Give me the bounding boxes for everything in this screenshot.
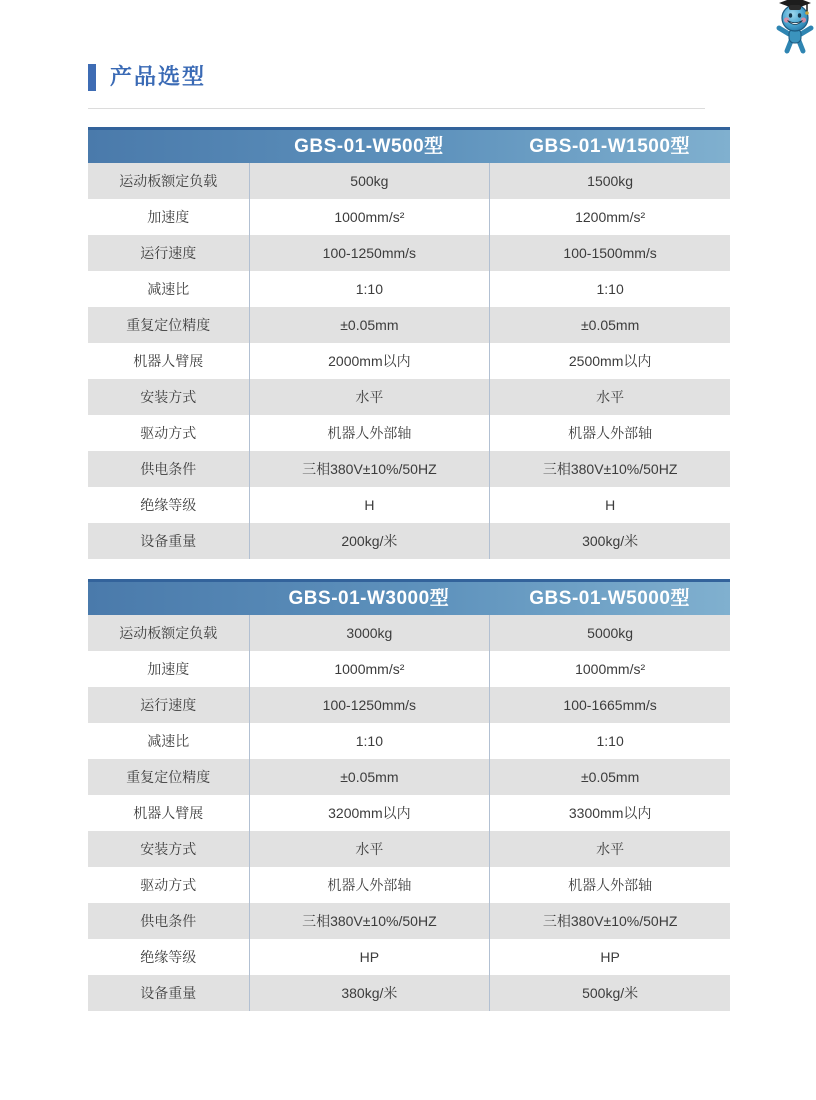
spec-table-w3000-w5000 xyxy=(88,579,730,1011)
table-header-row xyxy=(88,579,730,615)
row-label: 安装方式 xyxy=(140,841,197,857)
row-label: 减速比 xyxy=(147,733,190,749)
table-row xyxy=(88,307,730,343)
column-header: GBS-01-W1500型 xyxy=(529,136,690,157)
cell-value: H xyxy=(249,487,490,523)
cell-value: 水平 xyxy=(489,831,730,867)
cell-value: 水平 xyxy=(489,379,730,415)
table-row xyxy=(88,451,730,487)
table-row xyxy=(88,379,730,415)
row-label: 设备重量 xyxy=(140,533,197,549)
cell-value: 三相380V±10%/50HZ xyxy=(249,903,490,939)
row-label: 加速度 xyxy=(147,209,190,225)
table-row xyxy=(88,271,730,307)
page-header xyxy=(0,0,816,109)
cell-value: ±0.05mm xyxy=(489,759,730,795)
cell-value: 1:10 xyxy=(489,723,730,759)
table-row xyxy=(88,723,730,759)
row-label: 供电条件 xyxy=(140,461,197,477)
cell-value: 1000mm/s² xyxy=(489,651,730,687)
cell-value: 200kg/米 xyxy=(249,523,490,559)
table-row xyxy=(88,759,730,795)
row-label: 运行速度 xyxy=(140,697,197,713)
table-row xyxy=(88,163,730,199)
table-row xyxy=(88,975,730,1011)
table-row xyxy=(88,615,730,651)
cell-value: 机器人外部轴 xyxy=(249,867,490,903)
cell-value: 机器人外部轴 xyxy=(489,867,730,903)
cell-value: HP xyxy=(249,939,490,975)
row-label: 加速度 xyxy=(147,661,190,677)
cell-value: 水平 xyxy=(249,379,490,415)
cell-value: 1200mm/s² xyxy=(489,199,730,235)
cell-value: 3200mm以内 xyxy=(249,795,490,831)
cell-value: ±0.05mm xyxy=(249,759,490,795)
cell-value: 3300mm以内 xyxy=(489,795,730,831)
title-divider xyxy=(88,108,705,109)
row-label: 机器人臂展 xyxy=(133,805,204,821)
row-label: 驱动方式 xyxy=(140,877,197,893)
table-row xyxy=(88,343,730,379)
row-label: 减速比 xyxy=(147,281,190,297)
cell-value: 1:10 xyxy=(249,723,490,759)
cell-value: 2500mm以内 xyxy=(489,343,730,379)
mascot-graduate-icon xyxy=(767,0,816,56)
table-row xyxy=(88,523,730,559)
title-row xyxy=(88,62,730,92)
row-label: 安装方式 xyxy=(140,389,197,405)
cell-value: 100-1250mm/s xyxy=(249,235,490,271)
cell-value: ±0.05mm xyxy=(249,307,490,343)
row-label: 重复定位精度 xyxy=(126,317,211,333)
table-row xyxy=(88,415,730,451)
cell-value: 水平 xyxy=(249,831,490,867)
row-label: 驱动方式 xyxy=(140,425,197,441)
cell-value: 380kg/米 xyxy=(249,975,490,1011)
table-row xyxy=(88,651,730,687)
column-header: GBS-01-W3000型 xyxy=(288,588,450,609)
row-label: 绝缘等级 xyxy=(140,497,197,513)
cell-value: 5000kg xyxy=(489,615,730,651)
cell-value: 1000mm/s² xyxy=(249,651,490,687)
cell-value: 三相380V±10%/50HZ xyxy=(489,903,730,939)
row-label: 运行速度 xyxy=(140,245,197,261)
table-header-corner xyxy=(88,130,249,163)
cell-value: 机器人外部轴 xyxy=(249,415,490,451)
table-row xyxy=(88,487,730,523)
row-label: 供电条件 xyxy=(140,913,197,929)
cell-value: H xyxy=(489,487,730,523)
cell-value: 1:10 xyxy=(489,271,730,307)
table-row xyxy=(88,831,730,867)
row-label: 绝缘等级 xyxy=(140,949,197,965)
cell-value: 500kg/米 xyxy=(489,975,730,1011)
cell-value: 500kg xyxy=(249,163,490,199)
cell-value: 100-1665mm/s xyxy=(489,687,730,723)
page-title: 产品选型 xyxy=(110,64,207,89)
spec-tables xyxy=(0,109,816,1011)
cell-value: 机器人外部轴 xyxy=(489,415,730,451)
cell-value: 三相380V±10%/50HZ xyxy=(489,451,730,487)
cell-value: 1000mm/s² xyxy=(249,199,490,235)
table-header-row xyxy=(88,127,730,163)
table-row xyxy=(88,867,730,903)
row-label: 运动板额定负载 xyxy=(119,173,218,189)
row-label: 重复定位精度 xyxy=(126,769,211,785)
table-row xyxy=(88,795,730,831)
cell-value: 三相380V±10%/50HZ xyxy=(249,451,490,487)
table-header-corner xyxy=(88,582,249,615)
cell-value: 3000kg xyxy=(249,615,490,651)
cell-value: 2000mm以内 xyxy=(249,343,490,379)
cell-value: 100-1500mm/s xyxy=(489,235,730,271)
cell-value: 1500kg xyxy=(489,163,730,199)
table-row xyxy=(88,199,730,235)
cell-value: ±0.05mm xyxy=(489,307,730,343)
table-row xyxy=(88,687,730,723)
row-label: 机器人臂展 xyxy=(133,353,204,369)
table-row xyxy=(88,939,730,975)
row-label: 运动板额定负载 xyxy=(119,625,218,641)
title-accent-bar xyxy=(88,64,96,91)
column-header: GBS-01-W500型 xyxy=(294,136,444,157)
cell-value: 1:10 xyxy=(249,271,490,307)
cell-value: 100-1250mm/s xyxy=(249,687,490,723)
table-row xyxy=(88,903,730,939)
column-header: GBS-01-W5000型 xyxy=(529,588,690,609)
cell-value: HP xyxy=(489,939,730,975)
table-row xyxy=(88,235,730,271)
cell-value: 300kg/米 xyxy=(489,523,730,559)
spec-table-w500-w1500 xyxy=(88,127,730,559)
row-label: 设备重量 xyxy=(140,985,197,1001)
